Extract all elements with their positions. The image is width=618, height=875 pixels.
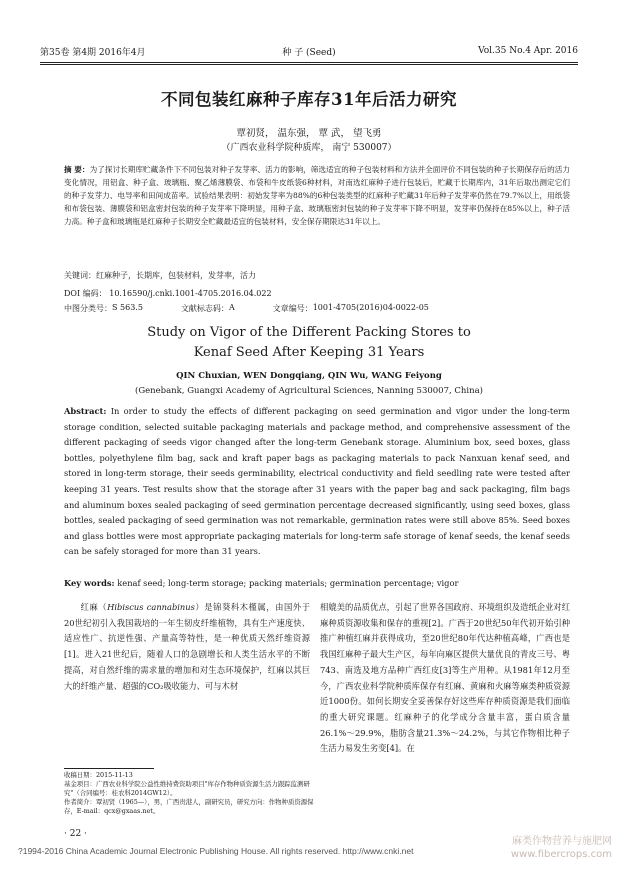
chinese-abstract [64,163,570,228]
body-column-right [320,600,570,757]
watermark-line1: 麻类作物营养与施肥网 [512,836,612,847]
intro-lead: 红麻（ [80,602,108,612]
footnote-author: 作者简介：覃初贤（1965—），男，广西贵港人，副研究员，研究方向：作物种质资源保存，E-mail：qcx@gxaas.net。 [64,798,314,815]
chinese-abstract-label: 摘 要： [64,165,90,174]
page-number: · 22 · [64,829,87,839]
header-rule-thin [40,64,578,65]
latin-name: Hibiscus cannabinus [107,602,195,612]
header-rule [40,62,578,63]
english-keywords-text: kenaf seed; long-term storage; packing materials; germination percentage; vigor [117,578,459,588]
doi-line [64,288,570,299]
doi-label: DOI 编码： [64,289,107,298]
intro-paragraph-left [64,600,310,694]
chinese-authors: 覃初贤， 温东强， 覃 武， 望飞勇 [236,128,382,139]
intro-paragraph-right: 相媲美的品质优点，引起了世界各国政府、环境组织及造纸企业对红麻种质资源收集和保存的重视[2]。广西于20世纪50年代初开始引种推广种植红麻并获得成功，至20世纪80年代达种植高峰，广西也是我国红麻种子最大生产区，每年向麻区提供大量优良的青皮三号、粤743、南选及地方品种广西红皮[3]等生产用种。从1981年12月至今，广西农业科学院种质库保存有红麻、黄麻和火麻等麻类种质资源近1000份。如何长期安全妥善保存好这些库存种质资源是我们面临的重大研究课题。红麻种子的化学成分含量丰富，蛋白质含量26.1%～29.9%，脂肪含量21.3%～24.2%，与其它作物相比种子生活力易发生劣变[4]。在 [320,602,570,754]
clc-label: 中图分类号： [64,304,112,313]
english-abstract [64,404,570,560]
site-watermark [511,835,612,861]
english-title-line2: Kenaf Seed After Keeping 31 Years [193,345,425,360]
doi-value[interactable]: 10.16590/j.cnki.1001-4705.2016.04.022 [109,289,272,298]
intro-text-left: ）是锦葵科木槿属，由国外于20世纪初引入我国栽培的一年生韧皮纤维植物，具有生产速度快、适应性广、抗逆性强、产量高等特性，是一种优质天然纤维资源[1]。进入21世纪后，随着人口的急剧增长和人类生活水平的不断提高，对自然纤维的需求量的增加和对生态环境保护，红麻以其巨大的纤维产量、超强的CO₂吸收能力、可与木材 [64,602,310,691]
footnote [64,771,314,816]
chinese-abstract-text: 为了探讨长期库贮藏条件下不同包装对种子发芽率、活力的影响，筛选适宜的种子包装材料和方法并全面评价不同包装的种子长期保存后的活力变化情况，用铝盒、种子盒、玻璃瓶、聚乙烯薄膜袋、布袋和牛皮纸袋6种材料，对南选红麻种子进行包装后，贮藏于长期库内，31年后取出测定它们的种子发芽力、电导率和田间成苗率。试验结果表明：初始发芽率为88%的6种包装类型的红麻种子贮藏31年后种子发芽率仍然在79.7%以上，用纸袋和布袋包装、薄膜袋和铝盒密封包装的种子发芽率下降明显，用种子盒、玻璃瓶密封包装的种子发芽率下降不明显，发芽率仍保持在85%以上，种子活力高。种子盒和玻璃瓶是红麻种子长期安全贮藏最适宜的包装材料，安全保存期限达31年以上。 [64,165,570,226]
footnote-rule [64,768,154,769]
clc-value: S 563.5 [112,303,143,312]
chinese-keywords-text: 红麻种子，长期库，包装材料，发芽率，活力 [96,271,256,280]
english-title-line1: Study on Vigor of the Different Packing Stores to [147,325,471,340]
header-issue: 第35卷 第4期 2016年4月 [40,47,146,58]
footnote-received: 收稿日期：2015-11-13 [64,771,133,779]
running-header [40,43,578,59]
chinese-title: 不同包装红麻种子库存31年后活力研究 [161,90,457,109]
doc-code-value: A [228,303,235,312]
article-no-value: 1001-4705(2016)04-0022-05 [312,303,429,312]
chinese-affiliation: （广西农业科学院种质库， 南宁 530007） [221,143,397,153]
watermark-line2: www.fibercrops.com [510,849,612,860]
copyright-line: ?1994-2016 China Academic Journal Electronic Publishing House. All rights reserved. http://www.cnki.net [18,846,414,856]
body-column-left [64,600,310,694]
header-journal: 种 子 (Seed) [282,47,336,58]
english-keywords [64,578,570,588]
english-authors: QIN Chuxian, WEN Dongqiang, QIN Wu, WANG Feiyong [176,371,442,381]
english-abstract-text: In order to study the effects of different packaging on seed germination and vigor under the long-term storage condition, selected suitable packaging materials and package method, and comprehensive assessment of the different packaging of seeds vigor changed after the long-term Genebank storage. Aluminium box, seed boxes, glass bottles, polyethylene film bag, sack and kraft paper bags as packaging materials to pack Nanxuan kenaf seed, and stored in long-term storage, their seeds germinability, electrical conductivity and field seedling rate were tested after keeping 31 years. Test results show that the storage after 31 years with the paper bag and sack packaging, film bags and aluminum boxes sealed packaging of seed germination percentage decreased significantly, using seed boxes, glass bottles, sealed packaging of seed germination was not remarkable, germination rates were still above 85%. Seed boxes and glass bottles were most appropriate packaging materials for long-term safe storage of kenaf seeds, the kenaf seeds can be safely storaged for more than 31 years. [64,406,570,557]
doc-code-label: 文献标志码： [180,304,229,313]
header-volume: Vol.35 No.4 Apr. 2016 [478,46,578,56]
english-affiliation: (Genebank, Guangxi Academy of Agricultural Sciences, Nanning 530007, China) [135,386,483,396]
english-abstract-label: Abstract: [64,406,107,416]
chinese-keywords-label: 关键词： [64,271,96,280]
article-no-label: 文章编号： [272,304,313,313]
english-title [40,323,578,363]
footnote-fund: 基金项目：广西农业科学院公益性维持费资助项目"库存作物种质资源生活力跟踪监测研究"（合同编号：桂农科2014GW12）。 [64,780,310,797]
english-keywords-label: Key words: [64,578,115,588]
chinese-keywords [64,270,570,281]
classification-row [64,303,570,314]
